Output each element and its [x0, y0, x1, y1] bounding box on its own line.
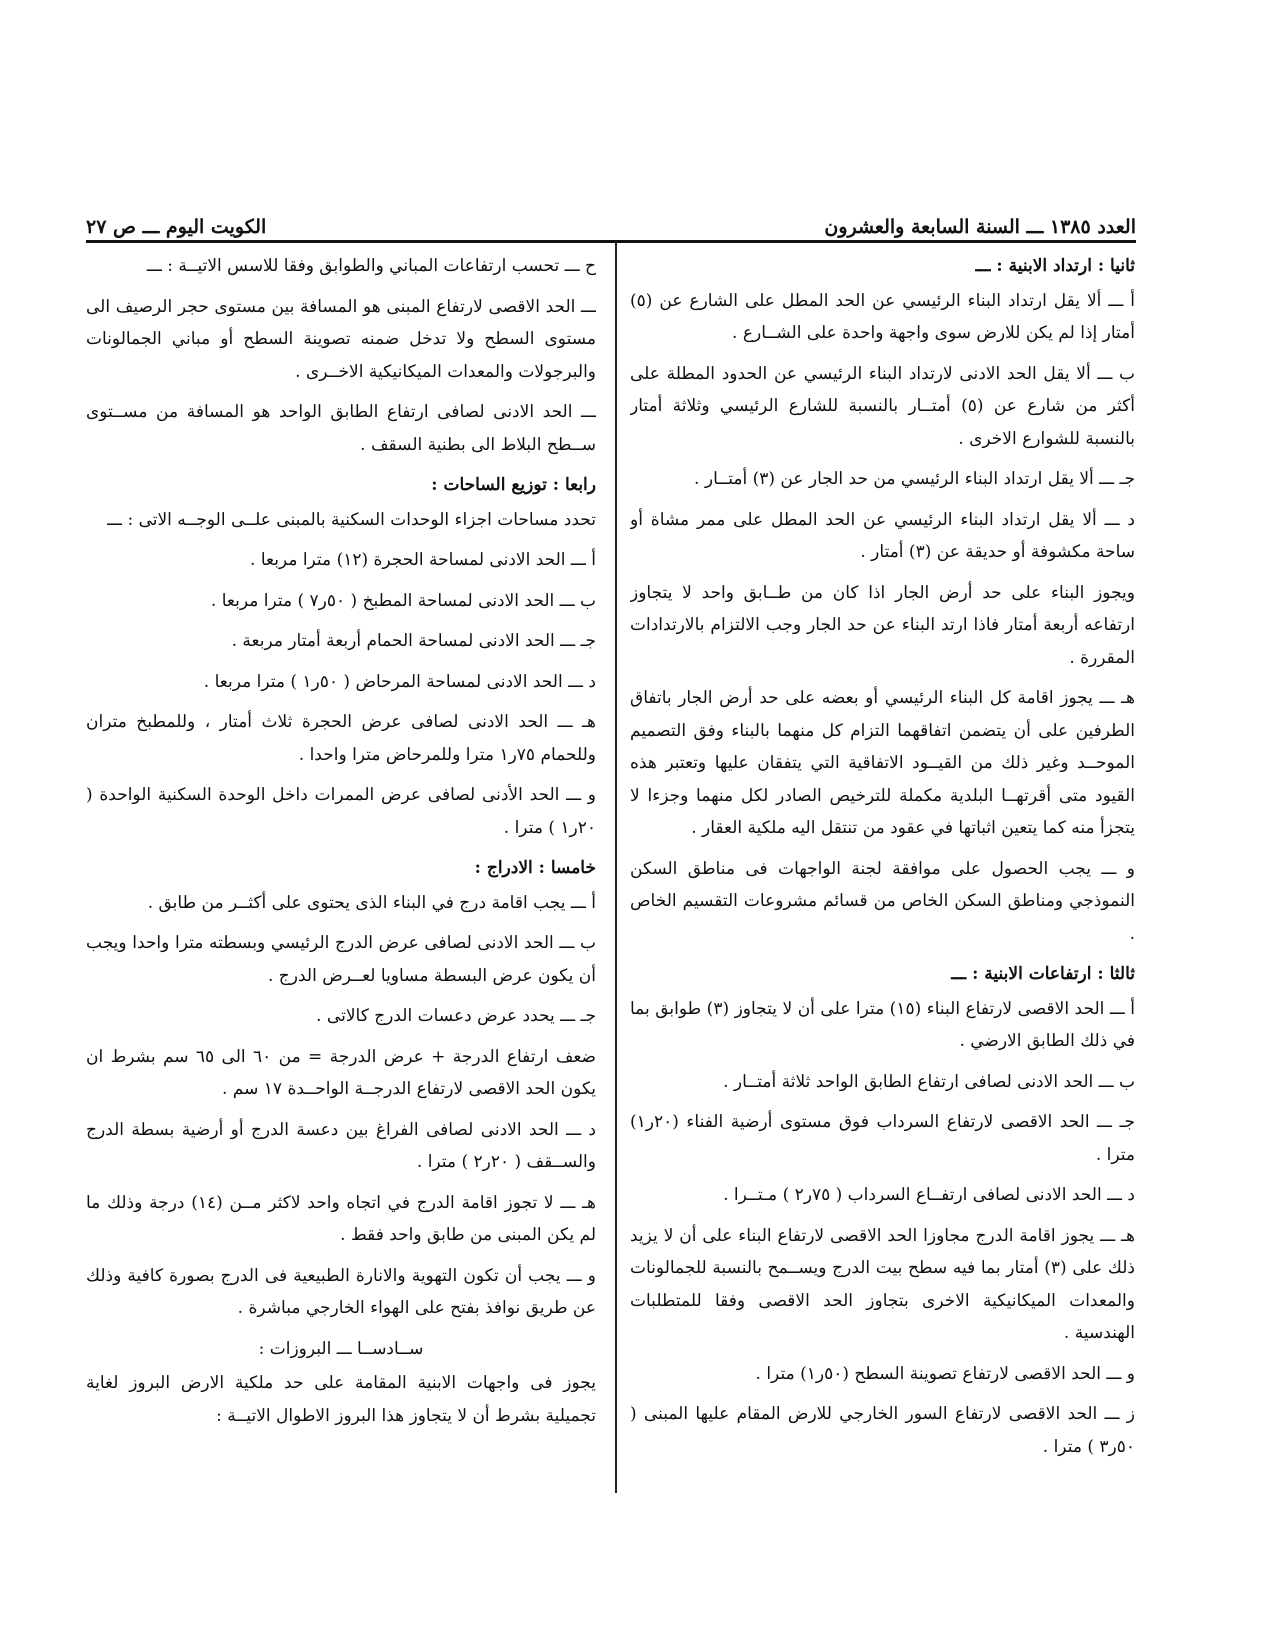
left-paragraph: هـ ـــ لا تجوز اقامة الدرج في اتجاه واحد لاكثر مــن (١٤) درجة وذلك ما لم يكن المبنى من طابق واحد فقط . — [86, 1192, 596, 1245]
right-paragraph: و ـــ الحد الاقصى لارتفاع تصوينة السطح (٥٠ر١) مترا . — [755, 1363, 1135, 1384]
left-paragraph: ـــ الحد الاقصى لارتفاع المبنى هو المسافة بين مستوى حجر الرصيف الى مستوى السطح ولا تدخل ضمنه تصوينة السطح أو مباني الجمالونات والبرجولات والمعدات الميكانيكية الاخــرى . — [86, 296, 596, 382]
page-header — [86, 208, 1136, 238]
right-paragraph: جـ ـــ ألا يقل ارتداد البناء الرئيسي من حد الجار عن (٣) أمتــار . — [694, 469, 1135, 489]
left-paragraph: و ـــ يجب أن تكون التهوية والانارة الطبيعية فى الدرج بصورة كافية وذلك عن طريق نوافذ بفتح على الهواء الخارجي مباشرة . — [86, 1265, 596, 1318]
right-paragraph: د ـــ ألا يقل ارتداد البناء الرئيسي عن الحد المطل على ممر مشاة أو ساحة مكشوفة أو حديقة عن (٣) أمتار . — [630, 509, 1135, 562]
right-paragraph: أ ـــ الحد الاقصى لارتفاع البناء (١٥) مترا على أن لا يتجاوز (٣) طوابق بما في ذلك الطابق الارضي . — [630, 998, 1135, 1051]
left-paragraph: د ـــ الحد الادنى لمساحة المرحاض ( ٥٠ر١ ) مترا مربعا . — [203, 671, 596, 692]
header-rule — [86, 240, 1136, 243]
header-issue: العدد ١٣٨٥ ـــ السنة السابعة والعشرون — [824, 216, 1136, 238]
left-paragraph: أ ـــ الحد الادنى لمساحة الحجرة (١٢) مترا مربعا . — [250, 550, 596, 570]
left-paragraph: يجوز فى واجهات الابنية المقامة على حد ملكية الارض البروز لغاية تجميلية بشرط أن لا يتجاوز هذا البروز الاطوال الاتيــة : — [86, 1373, 596, 1426]
right-paragraph: ب ـــ الحد الادنى لصافى ارتفاع الطابق الواحد ثلاثة أمتــار . — [723, 1071, 1135, 1092]
left-column — [86, 250, 596, 1490]
left-paragraph: ب ـــ الحد الادنى لمساحة المطبخ ( ٥٠ر٧ ) مترا مربعا . — [210, 590, 596, 611]
right-paragraph: ويجوز البناء على حد أرض الجار اذا كان من طــابق واحد لا يتجاوز ارتفاعه أربعة أمتار فاذا ارتد البناء عن حد الجار وجب الالتزام بالارتدادات المقررة . — [630, 582, 1135, 668]
left-paragraph: ب ـــ الحد الادنى لصافى عرض الدرج الرئيسي وبسطته مترا واحدا ويجب أن يكون عرض البسطة مساويا لعــرض الدرج . — [86, 933, 596, 986]
left-section-heading: رابعا : توزيع الساحات : — [431, 475, 596, 495]
left-paragraph: ـــ الحد الادنى لصافى ارتفاع الطابق الواحد هو المسافة من مســتوى ســطح البلاط الى بطنية السقف . — [86, 402, 596, 455]
left-section-heading: ســادســا ـــ البروزات : — [258, 1338, 424, 1359]
left-paragraph: جـ ـــ الحد الادنى لمساحة الحمام أربعة أمتار مربعة . — [231, 631, 596, 651]
left-paragraph: د ـــ الحد الادنى لصافى الفراغ بين دعسة الدرج أو أرضية بسطة الدرج والســقف ( ٢٠ر٢ ) مترا . — [86, 1119, 596, 1172]
right-paragraph: هـ ـــ يجوز اقامة الدرج مجاوزا الحد الاقصى لارتفاع البناء على أن لا يزيد ذلك على (٣) أمتار بما فيه سطح بيت الدرج ويســمح بالنسبة للجمالونات والمعدات الميكانيكية الاخرى بتجاوز الحد الاقصى وفقا للمتطلبات الهندسية . — [630, 1225, 1135, 1343]
right-section-heading: ثانيا : ارتداد الابنية : ـــ — [975, 256, 1135, 276]
header-publication: الكويت اليوم ـــ ص ٢٧ — [86, 216, 267, 238]
left-paragraph: جـ ـــ يحدد عرض دعسات الدرج كالاتى . — [316, 1006, 596, 1026]
column-divider — [615, 243, 617, 1493]
right-column — [630, 250, 1135, 1490]
right-paragraph: ز ـــ الحد الاقصى لارتفاع السور الخارجي للارض المقام عليها المبنى ( ٥٠ر٣ ) مترا . — [630, 1404, 1135, 1457]
right-paragraph: هـ ـــ يجوز اقامة كل البناء الرئيسي أو بعضه على حد أرض الجار باتفاق الطرفين على أن يتضمن اتفاقهما التزام كل منهما بالبناء وفق التصميم الموحــد وغير ذلك من القيــود الاتفاقية التي يتفقان عليها وتعتبر هذه القيود متى أقرتهــا البلدية مكملة للترخيص الصادر لكل منهما وجزءا لا يتجزأ منه كما يتعين اثباتها في عقود من تنتقل اليه ملكية العقار . — [630, 688, 1135, 838]
right-paragraph: ب ـــ ألا يقل الحد الادنى لارتداد البناء الرئيسي عن الحدود المطلة على أكثر من شارع عن (٥) أمتــار بالنسبة للشارع الرئيسي وثلاثة أمتار بالنسبة للشوارع الاخرى . — [630, 363, 1135, 449]
right-section-heading: ثالثا : ارتفاعات الابنية : ـــ — [951, 964, 1135, 984]
left-paragraph: و ـــ الحد الأدنى لصافى عرض الممرات داخل الوحدة السكنية الواحدة ( ٢٠ر١ ) مترا . — [86, 785, 596, 838]
right-paragraph: أ ـــ ألا يقل ارتداد البناء الرئيسي عن الحد المطل على الشارع عن (٥) أمتار إذا لم يكن للارض سوى واجهة واحدة على الشــارع . — [630, 290, 1135, 343]
left-paragraph: أ ـــ يجب اقامة درج في البناء الذى يحتوى على أكثــر من طابق . — [147, 892, 596, 913]
left-paragraph: تحدد مساحات اجزاء الوحدات السكنية بالمبنى علــى الوجــه الاتى : ـــ — [107, 509, 596, 530]
left-paragraph: هـ ـــ الحد الادنى لصافى عرض الحجرة ثلاث أمتار ، وللمطبخ متران وللحمام ٧٥ر١ مترا وللمرحاض مترا واحدا . — [86, 712, 596, 765]
left-paragraph: ح ـــ تحسب ارتفاعات المباني والطوابق وفقا للاسس الاتيــة : ـــ — [146, 256, 596, 276]
right-paragraph: د ـــ الحد الادنى لصافى ارتفــاع السرداب ( ٧٥ر٢ ) مـتــرا . — [723, 1185, 1135, 1205]
left-section-heading: خامسا : الادراج : — [474, 858, 596, 878]
left-paragraph: ضعف ارتفاع الدرجة + عرض الدرجة = من ٦٠ الى ٦٥ سم بشرط ان يكون الحد الاقصى لارتفاع الدرجــة الواحــدة ١٧ سم . — [86, 1046, 596, 1099]
right-paragraph: و ـــ يجب الحصول على موافقة لجنة الواجهات فى مناطق السكن النموذجي ومناطق السكن الخاص من قسائم مشروعات التقسيم الخاص . — [630, 858, 1135, 944]
right-paragraph: جـ ـــ الحد الاقصى لارتفاع السرداب فوق مستوى أرضية الفناء (٢٠ر١) مترا . — [630, 1112, 1135, 1165]
